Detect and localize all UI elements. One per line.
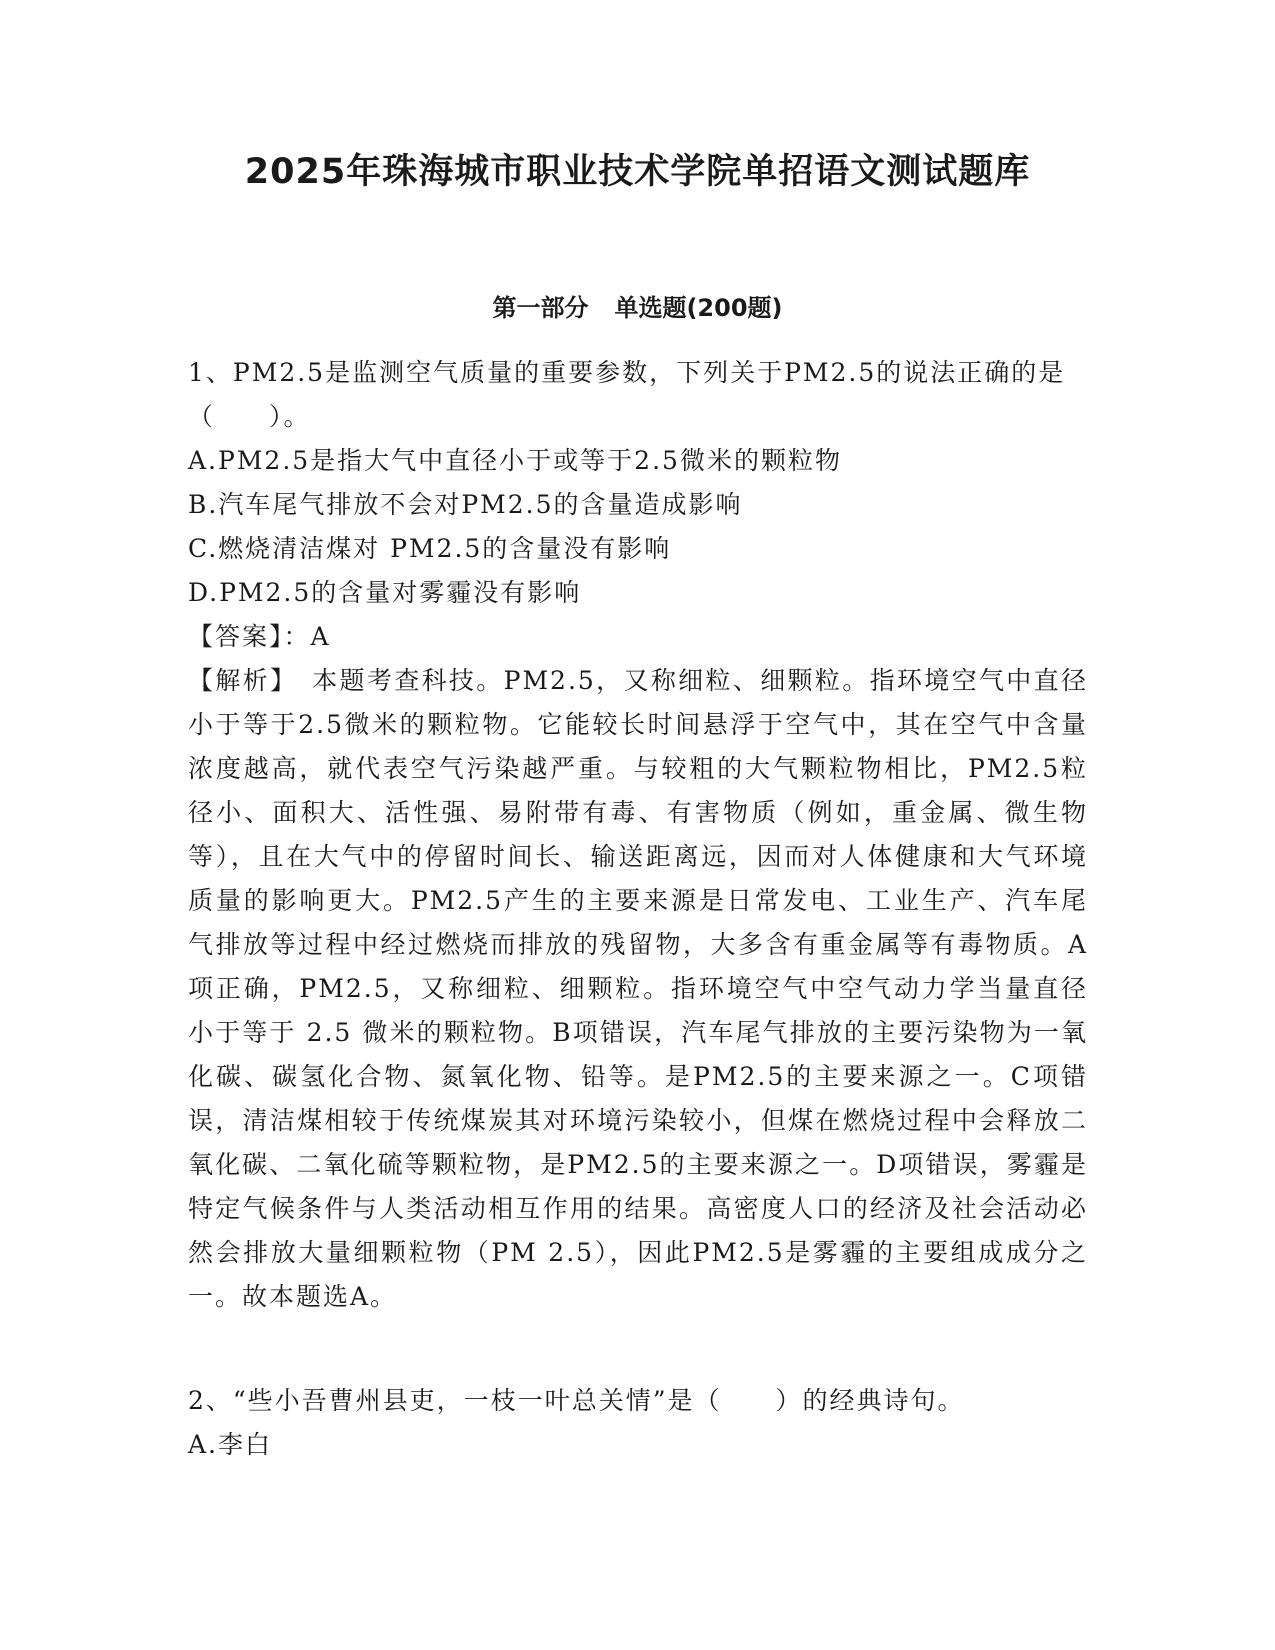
section-title [0,290,1275,326]
question-2 [188,1379,1088,1467]
option-c: C.燃烧清洁煤对 PM2.5的含量没有影响 [188,534,672,563]
question-stem: 1、PM2.5是监测空气质量的重要参数，下列关于PM2.5的说法正确的是（ ）。 [188,358,1066,431]
analysis-label: 【解析】 [188,666,285,695]
question-1 [188,351,1088,1319]
section-part-label: 第一部分 [492,294,589,322]
analysis-text: 本题考查科技。PM2.5，又称细粒、细颗粒。指环境空气中直径小于等于2.5微米的颗粒物。它能较长时间悬浮于空气中，其在空气中含量浓度越高，就代表空气污染越严重。与较粗的大气颗粒物相比，PM2.5粒径小、面积大、活性强、易附带有毒、有害物质（例如，重金属、微生物等），且在大气中的停留时间长、输送距离远，因而对人体健康和大气环境质量的影响更大。PM2.5产生的主要来源是日常发电、工业生产、汽车尾气排放等过程中经过燃烧而排放的残留物，大多含有重金属等有毒物质。A项正确，PM2.5，又称细粒、细颗粒。指环境空气中空气动力学当量直径小于等于 2.5 微米的颗粒物。B项错误，汽车尾气排放的主要污染物为一氧化碳、碳氢化合物、氮氧化物、铅等。是PM2.5的主要来源之一。C项错误，清洁煤相较于传统煤炭其对环境污染较小，但煤在燃烧过程中会释放二氧化碳、二氧化硫等颗粒物，是PM2.5的主要来源之一。D项错误，雾霾是特定气候条件与人类活动相互作用的结果。高密度人口的经济及社会活动必然会排放大量细颗粒物（PM 2.5），因此PM2.5是雾霾的主要组成成分之一。故本题选A。 [188,666,1088,1311]
answer-label: 【答案】： [188,622,311,651]
section-name-label: 单选题(200题) [614,294,783,322]
option-a: A.PM2.5是指大气中直径小于或等于2.5微米的颗粒物 [188,446,842,475]
document-title: 2025年珠海城市职业技术学院单招语文测试题库 [244,152,1031,192]
analysis-paragraph [188,659,1088,1319]
option-a: A.李白 [188,1430,273,1459]
option-b: B.汽车尾气排放不会对PM2.5的含量造成影响 [188,490,743,519]
option-d: D.PM2.5的含量对雾霾没有影响 [188,578,582,607]
answer-line [188,615,1088,659]
answer-value: A [310,622,331,651]
question-stem: 2、“些小吾曹州县吏，一枝一叶总关情”是（ ）的经典诗句。 [188,1386,965,1415]
